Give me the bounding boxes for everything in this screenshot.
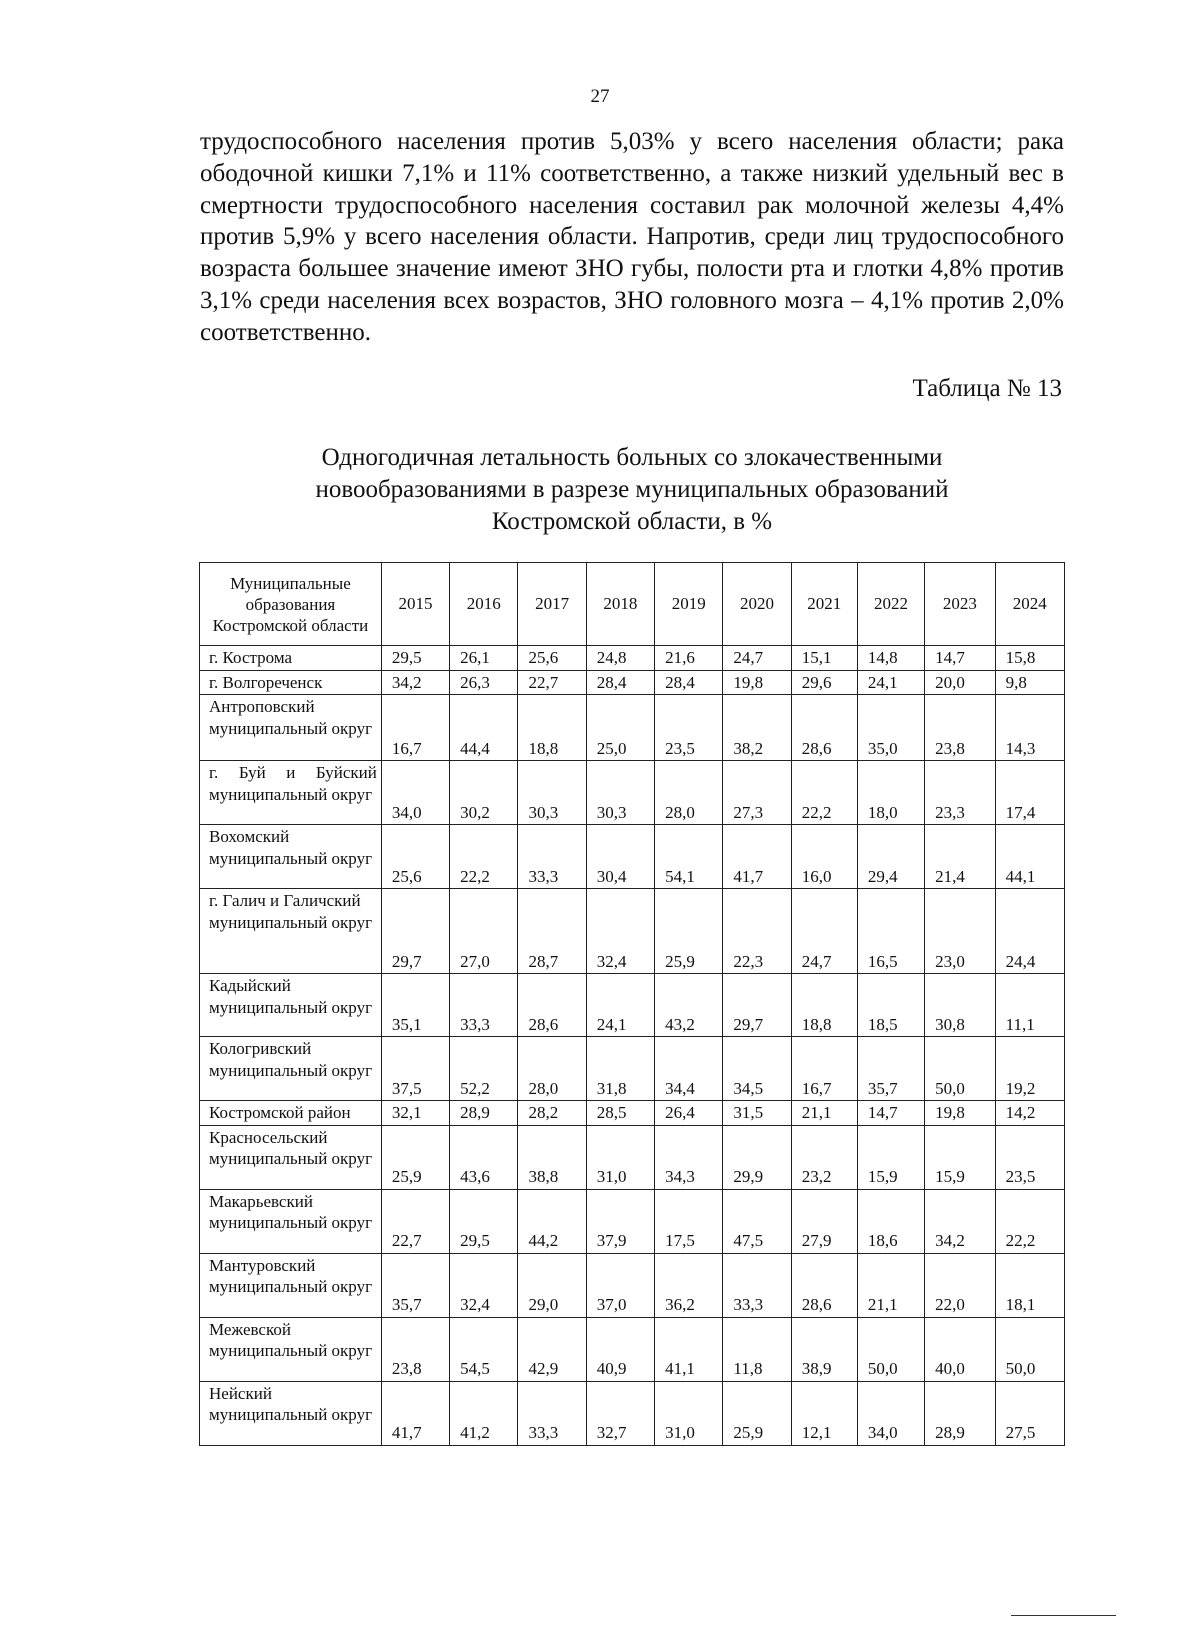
- value-cell: 34,3: [655, 1125, 723, 1189]
- value-cell: 14,2: [995, 1101, 1064, 1126]
- value-cell: 36,2: [655, 1253, 723, 1317]
- value-cell: 31,8: [586, 1037, 654, 1101]
- header-year: 2016: [450, 563, 518, 646]
- value-cell: 33,3: [450, 974, 518, 1037]
- value-cell: 50,0: [925, 1037, 995, 1101]
- value-cell: 15,8: [995, 646, 1064, 671]
- header-year: 2023: [925, 563, 995, 646]
- value-cell: 24,1: [586, 974, 654, 1037]
- table-row: [200, 974, 1065, 1037]
- value-cell: 28,6: [791, 695, 857, 761]
- value-cell: 32,4: [586, 889, 654, 974]
- table-row: [200, 1317, 1065, 1381]
- municipality-name: г. Галич и Галичский муниципальный округ: [200, 889, 382, 974]
- value-cell: 14,7: [925, 646, 995, 671]
- value-cell: 23,0: [925, 889, 995, 974]
- header-year: 2018: [586, 563, 654, 646]
- table-header-row: [200, 563, 1065, 646]
- value-cell: 24,7: [791, 889, 857, 974]
- value-cell: 52,2: [450, 1037, 518, 1101]
- value-cell: 35,7: [381, 1253, 449, 1317]
- mortality-table: [199, 562, 1065, 1446]
- value-cell: 32,1: [381, 1101, 449, 1126]
- value-cell: 33,3: [518, 825, 586, 889]
- value-cell: 23,3: [925, 761, 995, 825]
- header-year: 2020: [723, 563, 791, 646]
- value-cell: 28,6: [518, 974, 586, 1037]
- value-cell: 22,2: [995, 1189, 1064, 1253]
- value-cell: 28,9: [450, 1101, 518, 1126]
- value-cell: 28,5: [586, 1101, 654, 1126]
- municipality-name: г. Буй и Буйский муниципальный округ: [200, 761, 382, 825]
- municipality-name: Кологривский муниципальный округ: [200, 1037, 382, 1101]
- value-cell: 35,7: [857, 1037, 924, 1101]
- value-cell: 16,0: [791, 825, 857, 889]
- municipality-name: Красносельский муниципальный округ: [200, 1125, 382, 1189]
- table-title-line-3: Костромской области, в %: [491, 507, 773, 535]
- value-cell: 34,0: [381, 761, 449, 825]
- municipality-name: Костромской район: [200, 1101, 382, 1126]
- value-cell: 29,5: [450, 1189, 518, 1253]
- value-cell: 24,7: [723, 646, 791, 671]
- value-cell: 25,9: [723, 1381, 791, 1445]
- value-cell: 20,0: [925, 670, 995, 695]
- value-cell: 30,3: [586, 761, 654, 825]
- value-cell: 34,5: [723, 1037, 791, 1101]
- header-municipality: Муниципальные образования Костромской области: [200, 563, 382, 646]
- header-year: 2024: [995, 563, 1064, 646]
- value-cell: 29,6: [791, 670, 857, 695]
- table-row: [200, 1381, 1065, 1445]
- value-cell: 43,6: [450, 1125, 518, 1189]
- value-cell: 35,0: [857, 695, 924, 761]
- header-year: 2017: [518, 563, 586, 646]
- value-cell: 28,4: [655, 670, 723, 695]
- value-cell: 54,1: [655, 825, 723, 889]
- value-cell: 11,8: [723, 1317, 791, 1381]
- value-cell: 29,7: [723, 974, 791, 1037]
- value-cell: 27,5: [995, 1381, 1064, 1445]
- municipality-name: Кадыйский муниципальный округ: [200, 974, 382, 1037]
- value-cell: 23,5: [655, 695, 723, 761]
- table-row: [200, 670, 1065, 695]
- value-cell: 50,0: [857, 1317, 924, 1381]
- value-cell: 29,7: [381, 889, 449, 974]
- value-cell: 11,1: [995, 974, 1064, 1037]
- value-cell: 50,0: [995, 1317, 1064, 1381]
- value-cell: 41,7: [381, 1381, 449, 1445]
- value-cell: 33,3: [518, 1381, 586, 1445]
- value-cell: 22,2: [450, 825, 518, 889]
- value-cell: 30,3: [518, 761, 586, 825]
- value-cell: 18,6: [857, 1189, 924, 1253]
- value-cell: 23,5: [995, 1125, 1064, 1189]
- value-cell: 18,8: [791, 974, 857, 1037]
- value-cell: 24,1: [857, 670, 924, 695]
- value-cell: 44,4: [450, 695, 518, 761]
- value-cell: 17,5: [655, 1189, 723, 1253]
- municipality-name: Межевской муниципальный округ: [200, 1317, 382, 1381]
- table-row: [200, 1125, 1065, 1189]
- table-title-line-1: Одногодичная летальность больных со злокачественными: [321, 444, 943, 471]
- header-year: 2015: [381, 563, 449, 646]
- value-cell: 34,2: [925, 1189, 995, 1253]
- value-cell: 16,7: [791, 1037, 857, 1101]
- value-cell: 30,4: [586, 825, 654, 889]
- value-cell: 44,2: [518, 1189, 586, 1253]
- value-cell: 40,0: [925, 1317, 995, 1381]
- table-title-line-2: новообразованиями в разрезе муниципальных образований: [315, 475, 949, 503]
- value-cell: 14,7: [857, 1101, 924, 1126]
- value-cell: 27,9: [791, 1189, 857, 1253]
- table-row: [200, 825, 1065, 889]
- value-cell: 29,5: [381, 646, 449, 671]
- value-cell: 38,9: [791, 1317, 857, 1381]
- value-cell: 30,2: [450, 761, 518, 825]
- value-cell: 18,5: [857, 974, 924, 1037]
- header-year: 2022: [857, 563, 924, 646]
- value-cell: 14,3: [995, 695, 1064, 761]
- value-cell: 26,4: [655, 1101, 723, 1126]
- value-cell: 19,2: [995, 1037, 1064, 1101]
- value-cell: 41,2: [450, 1381, 518, 1445]
- value-cell: 21,4: [925, 825, 995, 889]
- value-cell: 37,0: [586, 1253, 654, 1317]
- value-cell: 28,6: [791, 1253, 857, 1317]
- value-cell: 24,8: [586, 646, 654, 671]
- value-cell: 26,3: [450, 670, 518, 695]
- value-cell: 19,8: [723, 670, 791, 695]
- value-cell: 18,0: [857, 761, 924, 825]
- value-cell: 31,5: [723, 1101, 791, 1126]
- table-row: [200, 1037, 1065, 1101]
- footer-rule: [1011, 1615, 1116, 1616]
- value-cell: 33,3: [723, 1253, 791, 1317]
- value-cell: 29,0: [518, 1253, 586, 1317]
- value-cell: 43,2: [655, 974, 723, 1037]
- value-cell: 38,8: [518, 1125, 586, 1189]
- municipality-name: Нейский муниципальный округ: [200, 1381, 382, 1445]
- table-row: [200, 761, 1065, 825]
- value-cell: 38,2: [723, 695, 791, 761]
- value-cell: 25,6: [381, 825, 449, 889]
- body-paragraph: трудоспособного населения против 5,03% у всего населения области; рака ободочной кишки 7,1% и 11% соответственно, а также низкий удельный вес в смертности трудоспособного населения составил рак молочной железы 4,4% против 5,9% у всего населения области. Напротив, среди лиц трудоспособного возраста большее значение имеют ЗНО губы, полости рта и глотки 4,8% против 3,1% среди населения всех возрастов, ЗНО головного мозга – 4,1% против 2,0% соответственно.: [200, 128, 1064, 346]
- value-cell: 19,8: [925, 1101, 995, 1126]
- value-cell: 16,5: [857, 889, 924, 974]
- value-cell: 41,1: [655, 1317, 723, 1381]
- value-cell: 21,1: [791, 1101, 857, 1126]
- value-cell: 15,9: [857, 1125, 924, 1189]
- value-cell: 32,7: [586, 1381, 654, 1445]
- value-cell: 17,4: [995, 761, 1064, 825]
- table-row: [200, 1253, 1065, 1317]
- table-row: [200, 889, 1065, 974]
- municipality-name: Антроповский муниципальный округ: [200, 695, 382, 761]
- value-cell: 22,2: [791, 761, 857, 825]
- value-cell: 42,9: [518, 1317, 586, 1381]
- page-number: 27: [590, 86, 610, 107]
- value-cell: 23,8: [381, 1317, 449, 1381]
- value-cell: 34,2: [381, 670, 449, 695]
- value-cell: 30,8: [925, 974, 995, 1037]
- value-cell: 23,2: [791, 1125, 857, 1189]
- value-cell: 54,5: [450, 1317, 518, 1381]
- value-cell: 22,7: [381, 1189, 449, 1253]
- table-row: [200, 646, 1065, 671]
- value-cell: 29,4: [857, 825, 924, 889]
- value-cell: 24,4: [995, 889, 1064, 974]
- value-cell: 27,0: [450, 889, 518, 974]
- value-cell: 28,4: [586, 670, 654, 695]
- value-cell: 16,7: [381, 695, 449, 761]
- value-cell: 28,9: [925, 1381, 995, 1445]
- value-cell: 25,9: [655, 889, 723, 974]
- value-cell: 18,1: [995, 1253, 1064, 1317]
- municipality-name: Мантуровский муниципальный округ: [200, 1253, 382, 1317]
- value-cell: 40,9: [586, 1317, 654, 1381]
- value-cell: 31,0: [586, 1125, 654, 1189]
- value-cell: 15,9: [925, 1125, 995, 1189]
- value-cell: 35,1: [381, 974, 449, 1037]
- value-cell: 28,2: [518, 1101, 586, 1126]
- table-row: [200, 1101, 1065, 1126]
- table-label: Таблица № 13: [912, 375, 1062, 402]
- value-cell: 47,5: [723, 1189, 791, 1253]
- value-cell: 14,8: [857, 646, 924, 671]
- value-cell: 34,4: [655, 1037, 723, 1101]
- municipality-name: г. Кострома: [200, 646, 382, 671]
- header-year: 2021: [791, 563, 857, 646]
- table-body: [200, 646, 1065, 1446]
- value-cell: 23,8: [925, 695, 995, 761]
- table-title: [200, 442, 1064, 537]
- value-cell: 22,7: [518, 670, 586, 695]
- municipality-name: г. Волгореченск: [200, 670, 382, 695]
- value-cell: 32,4: [450, 1253, 518, 1317]
- value-cell: 18,8: [518, 695, 586, 761]
- header-year: 2019: [655, 563, 723, 646]
- value-cell: 41,7: [723, 825, 791, 889]
- municipality-name: Вохомский муниципальный округ: [200, 825, 382, 889]
- value-cell: 22,0: [925, 1253, 995, 1317]
- value-cell: 37,5: [381, 1037, 449, 1101]
- municipality-name: Макарьевский муниципальный округ: [200, 1189, 382, 1253]
- value-cell: 21,1: [857, 1253, 924, 1317]
- value-cell: 29,9: [723, 1125, 791, 1189]
- value-cell: 37,9: [586, 1189, 654, 1253]
- value-cell: 26,1: [450, 646, 518, 671]
- value-cell: 44,1: [995, 825, 1064, 889]
- value-cell: 25,0: [586, 695, 654, 761]
- value-cell: 28,0: [518, 1037, 586, 1101]
- value-cell: 28,0: [655, 761, 723, 825]
- value-cell: 25,9: [381, 1125, 449, 1189]
- value-cell: 21,6: [655, 646, 723, 671]
- value-cell: 31,0: [655, 1381, 723, 1445]
- value-cell: 34,0: [857, 1381, 924, 1445]
- value-cell: 12,1: [791, 1381, 857, 1445]
- value-cell: 28,7: [518, 889, 586, 974]
- value-cell: 15,1: [791, 646, 857, 671]
- value-cell: 22,3: [723, 889, 791, 974]
- table-row: [200, 1189, 1065, 1253]
- value-cell: 9,8: [995, 670, 1064, 695]
- value-cell: 27,3: [723, 761, 791, 825]
- value-cell: 25,6: [518, 646, 586, 671]
- table-row: [200, 695, 1065, 761]
